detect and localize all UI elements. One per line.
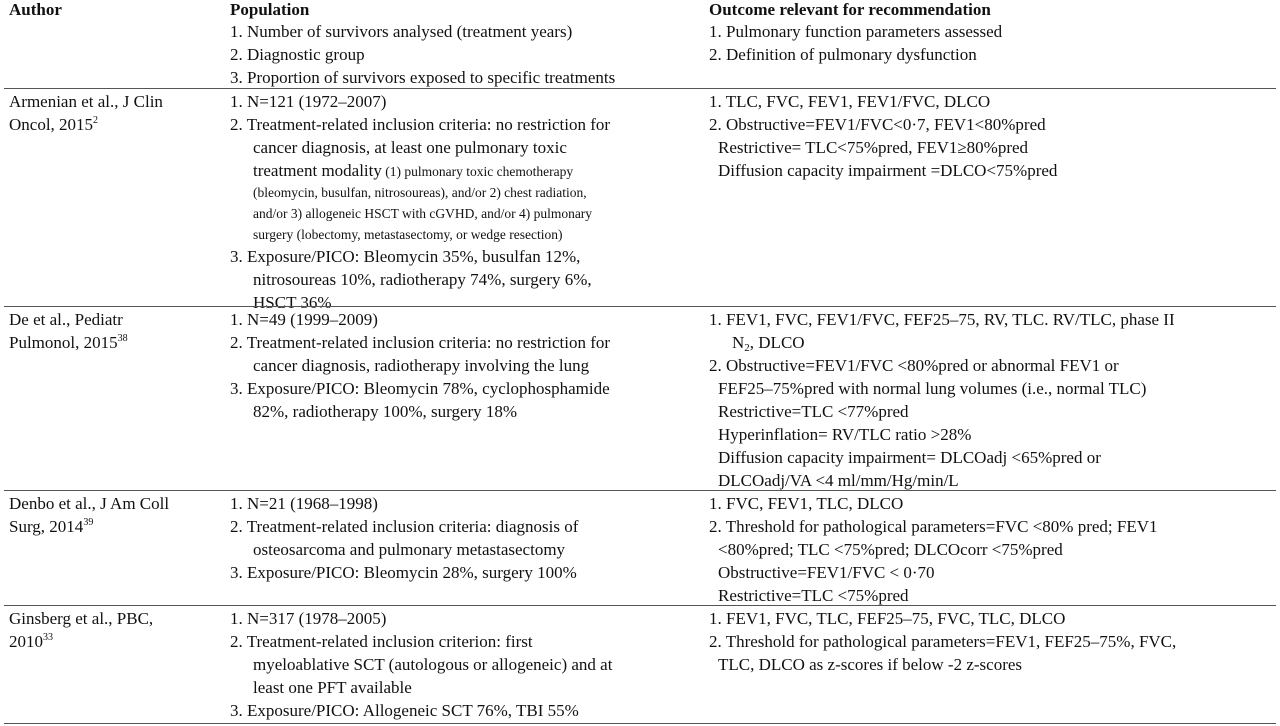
population-line: 3. Exposure/PICO: Bleomycin 35%, busulfan 12%,	[230, 247, 581, 266]
population-small-line: and/or 3) allogeneic HSCT with cGVHD, and/or 4) pulmonary	[253, 206, 593, 221]
population-line: 1. N=317 (1978–2005)	[230, 609, 387, 628]
population-line: 1. N=49 (1999–2009)	[230, 310, 378, 329]
outcome-line: 1. TLC, FVC, FEV1, FEV1/FVC, DLCO	[709, 92, 991, 111]
outcome-cell	[709, 607, 1277, 676]
outcome-cell	[709, 308, 1277, 492]
outcome-subscript: 2	[744, 342, 750, 354]
outcome-text: , DLCO	[749, 333, 805, 352]
population-line: least one PFT available	[253, 678, 412, 697]
outcome-text: N	[732, 333, 745, 352]
population-cell	[230, 90, 700, 314]
outcome-line: FEF25–75%pred with normal lung volumes (i.e., normal TLC)	[718, 379, 1147, 398]
author-text: Ginsberg et al., PBC,	[9, 609, 154, 628]
row-divider	[4, 490, 1276, 491]
author-text: Denbo et al., J Am Coll	[9, 494, 170, 513]
population-small-line: surgery (lobectomy, metastasectomy, or wedge resection)	[253, 227, 563, 242]
reference-number: 33	[43, 632, 53, 643]
population-line: 2. Treatment-related inclusion criteria: no restriction for	[230, 333, 611, 352]
outcome-cell	[709, 90, 1277, 182]
population-line: 2. Treatment-related inclusion criteria: no restriction for	[230, 115, 611, 134]
population-cell	[230, 607, 700, 722]
author-text	[9, 515, 219, 538]
author-text: Armenian et al., J Clin	[9, 92, 163, 111]
outcome-line: 2. Obstructive=FEV1/FVC <80%pred or abnormal FEV1 or	[709, 356, 1119, 375]
row-divider	[4, 605, 1276, 606]
population-line: myeloablative SCT (autologous or allogeneic) and at	[253, 655, 613, 674]
outcome-line: Obstructive=FEV1/FVC < 0·70	[718, 563, 935, 582]
header-author: Author	[9, 0, 62, 19]
row-divider	[4, 306, 1276, 307]
outcome-line: 2. Threshold for pathological parameters=FEV1, FEF25–75%, FVC,	[709, 632, 1177, 651]
population-line: cancer diagnosis, radiotherapy involving the lung	[253, 356, 590, 375]
population-line: 1. N=21 (1968–1998)	[230, 494, 378, 513]
outcome-line: TLC, DLCO as z-scores if below -2 z-scores	[718, 655, 1023, 674]
outcome-line: 1. FVC, FEV1, TLC, DLCO	[709, 494, 904, 513]
outcome-line: Diffusion capacity impairment= DLCOadj <65%pred or	[718, 448, 1101, 467]
author-year: Oncol, 2015	[9, 115, 94, 134]
population-text: treatment modality	[253, 161, 382, 180]
header-population-item: 2. Diagnostic group	[230, 45, 365, 64]
author-cell	[9, 308, 219, 354]
author-year: Pulmonol, 2015	[9, 333, 118, 352]
header-population-item: 1. Number of survivors analysed (treatment years)	[230, 22, 573, 41]
population-line: 1. N=121 (1972–2007)	[230, 92, 387, 111]
outcome-cell	[709, 492, 1277, 607]
population-line: 2. Treatment-related inclusion criterion: first	[230, 632, 533, 651]
header-outcome-item: 2. Definition of pulmonary dysfunction	[709, 45, 977, 64]
reference-number: 2	[93, 115, 99, 126]
outcome-line: Diffusion capacity impairment =DLCO<75%pred	[718, 161, 1058, 180]
population-small-line: (bleomycin, busulfan, nitrosoureas), and/or 2) chest radiation,	[253, 185, 587, 200]
population-line: osteosarcoma and pulmonary metastasectomy	[253, 540, 566, 559]
population-line: 3. Exposure/PICO: Bleomycin 28%, surgery 100%	[230, 563, 577, 582]
header-population	[230, 0, 700, 89]
reference-number: 39	[83, 517, 94, 528]
table-bottom-rule	[4, 723, 1276, 724]
header-population-item: 3. Proportion of survivors exposed to specific treatments	[230, 68, 616, 87]
outcome-line: 2. Obstructive=FEV1/FVC<0·7, FEV1<80%pred	[709, 115, 1046, 134]
author-text	[9, 331, 219, 354]
population-line: 3. Exposure/PICO: Bleomycin 78%, cyclophosphamide	[230, 379, 610, 398]
author-year: Surg, 2014	[9, 517, 84, 536]
reference-number: 38	[117, 333, 128, 344]
population-line: 3. Exposure/PICO: Allogeneic SCT 76%, TBI 55%	[230, 701, 579, 720]
header-outcome	[709, 0, 1277, 66]
outcome-line: 2. Threshold for pathological parameters=FVC <80% pred; FEV1	[709, 517, 1158, 536]
population-line	[230, 159, 700, 182]
population-small-text: (1) pulmonary toxic chemotherapy	[381, 164, 574, 179]
outcome-line: 1. FEV1, FVC, TLC, FEF25–75, FVC, TLC, DLCO	[709, 609, 1066, 628]
population-line: nitrosoureas 10%, radiotherapy 74%, surgery 6%,	[253, 270, 592, 289]
author-text: De et al., Pediatr	[9, 310, 123, 329]
outcome-line: Restrictive= TLC<75%pred, FEV1≥80%pred	[718, 138, 1029, 157]
outcome-line: Hyperinflation= RV/TLC ratio >28%	[718, 425, 972, 444]
outcome-line: Restrictive=TLC <75%pred	[718, 586, 909, 605]
outcome-line	[709, 331, 1277, 354]
header-outcome-item: 1. Pulmonary function parameters assessed	[709, 22, 1003, 41]
outcome-line: Restrictive=TLC <77%pred	[718, 402, 909, 421]
population-line: cancer diagnosis, at least one pulmonary toxic	[253, 138, 567, 157]
row-divider	[4, 88, 1276, 89]
author-cell	[9, 90, 219, 136]
author-cell	[9, 492, 219, 538]
header-outcome-title: Outcome relevant for recommendation	[709, 0, 991, 19]
population-line: 82%, radiotherapy 100%, surgery 18%	[253, 402, 518, 421]
author-text	[9, 113, 219, 136]
header-population-title: Population	[230, 0, 310, 19]
population-line: 2. Treatment-related inclusion criteria: diagnosis of	[230, 517, 579, 536]
population-cell	[230, 308, 700, 423]
outcome-line: 1. FEV1, FVC, FEV1/FVC, FEF25–75, RV, TLC. RV/TLC, phase II	[709, 310, 1175, 329]
author-text	[9, 630, 219, 653]
population-cell	[230, 492, 700, 584]
outcome-line: DLCOadj/VA <4 ml/mm/Hg/min/L	[718, 471, 959, 490]
population-line: HSCT 36%	[253, 293, 332, 312]
author-cell	[9, 607, 219, 653]
outcome-line: <80%pred; TLC <75%pred; DLCOcorr <75%pred	[718, 540, 1063, 559]
author-year: 2010	[9, 632, 43, 651]
